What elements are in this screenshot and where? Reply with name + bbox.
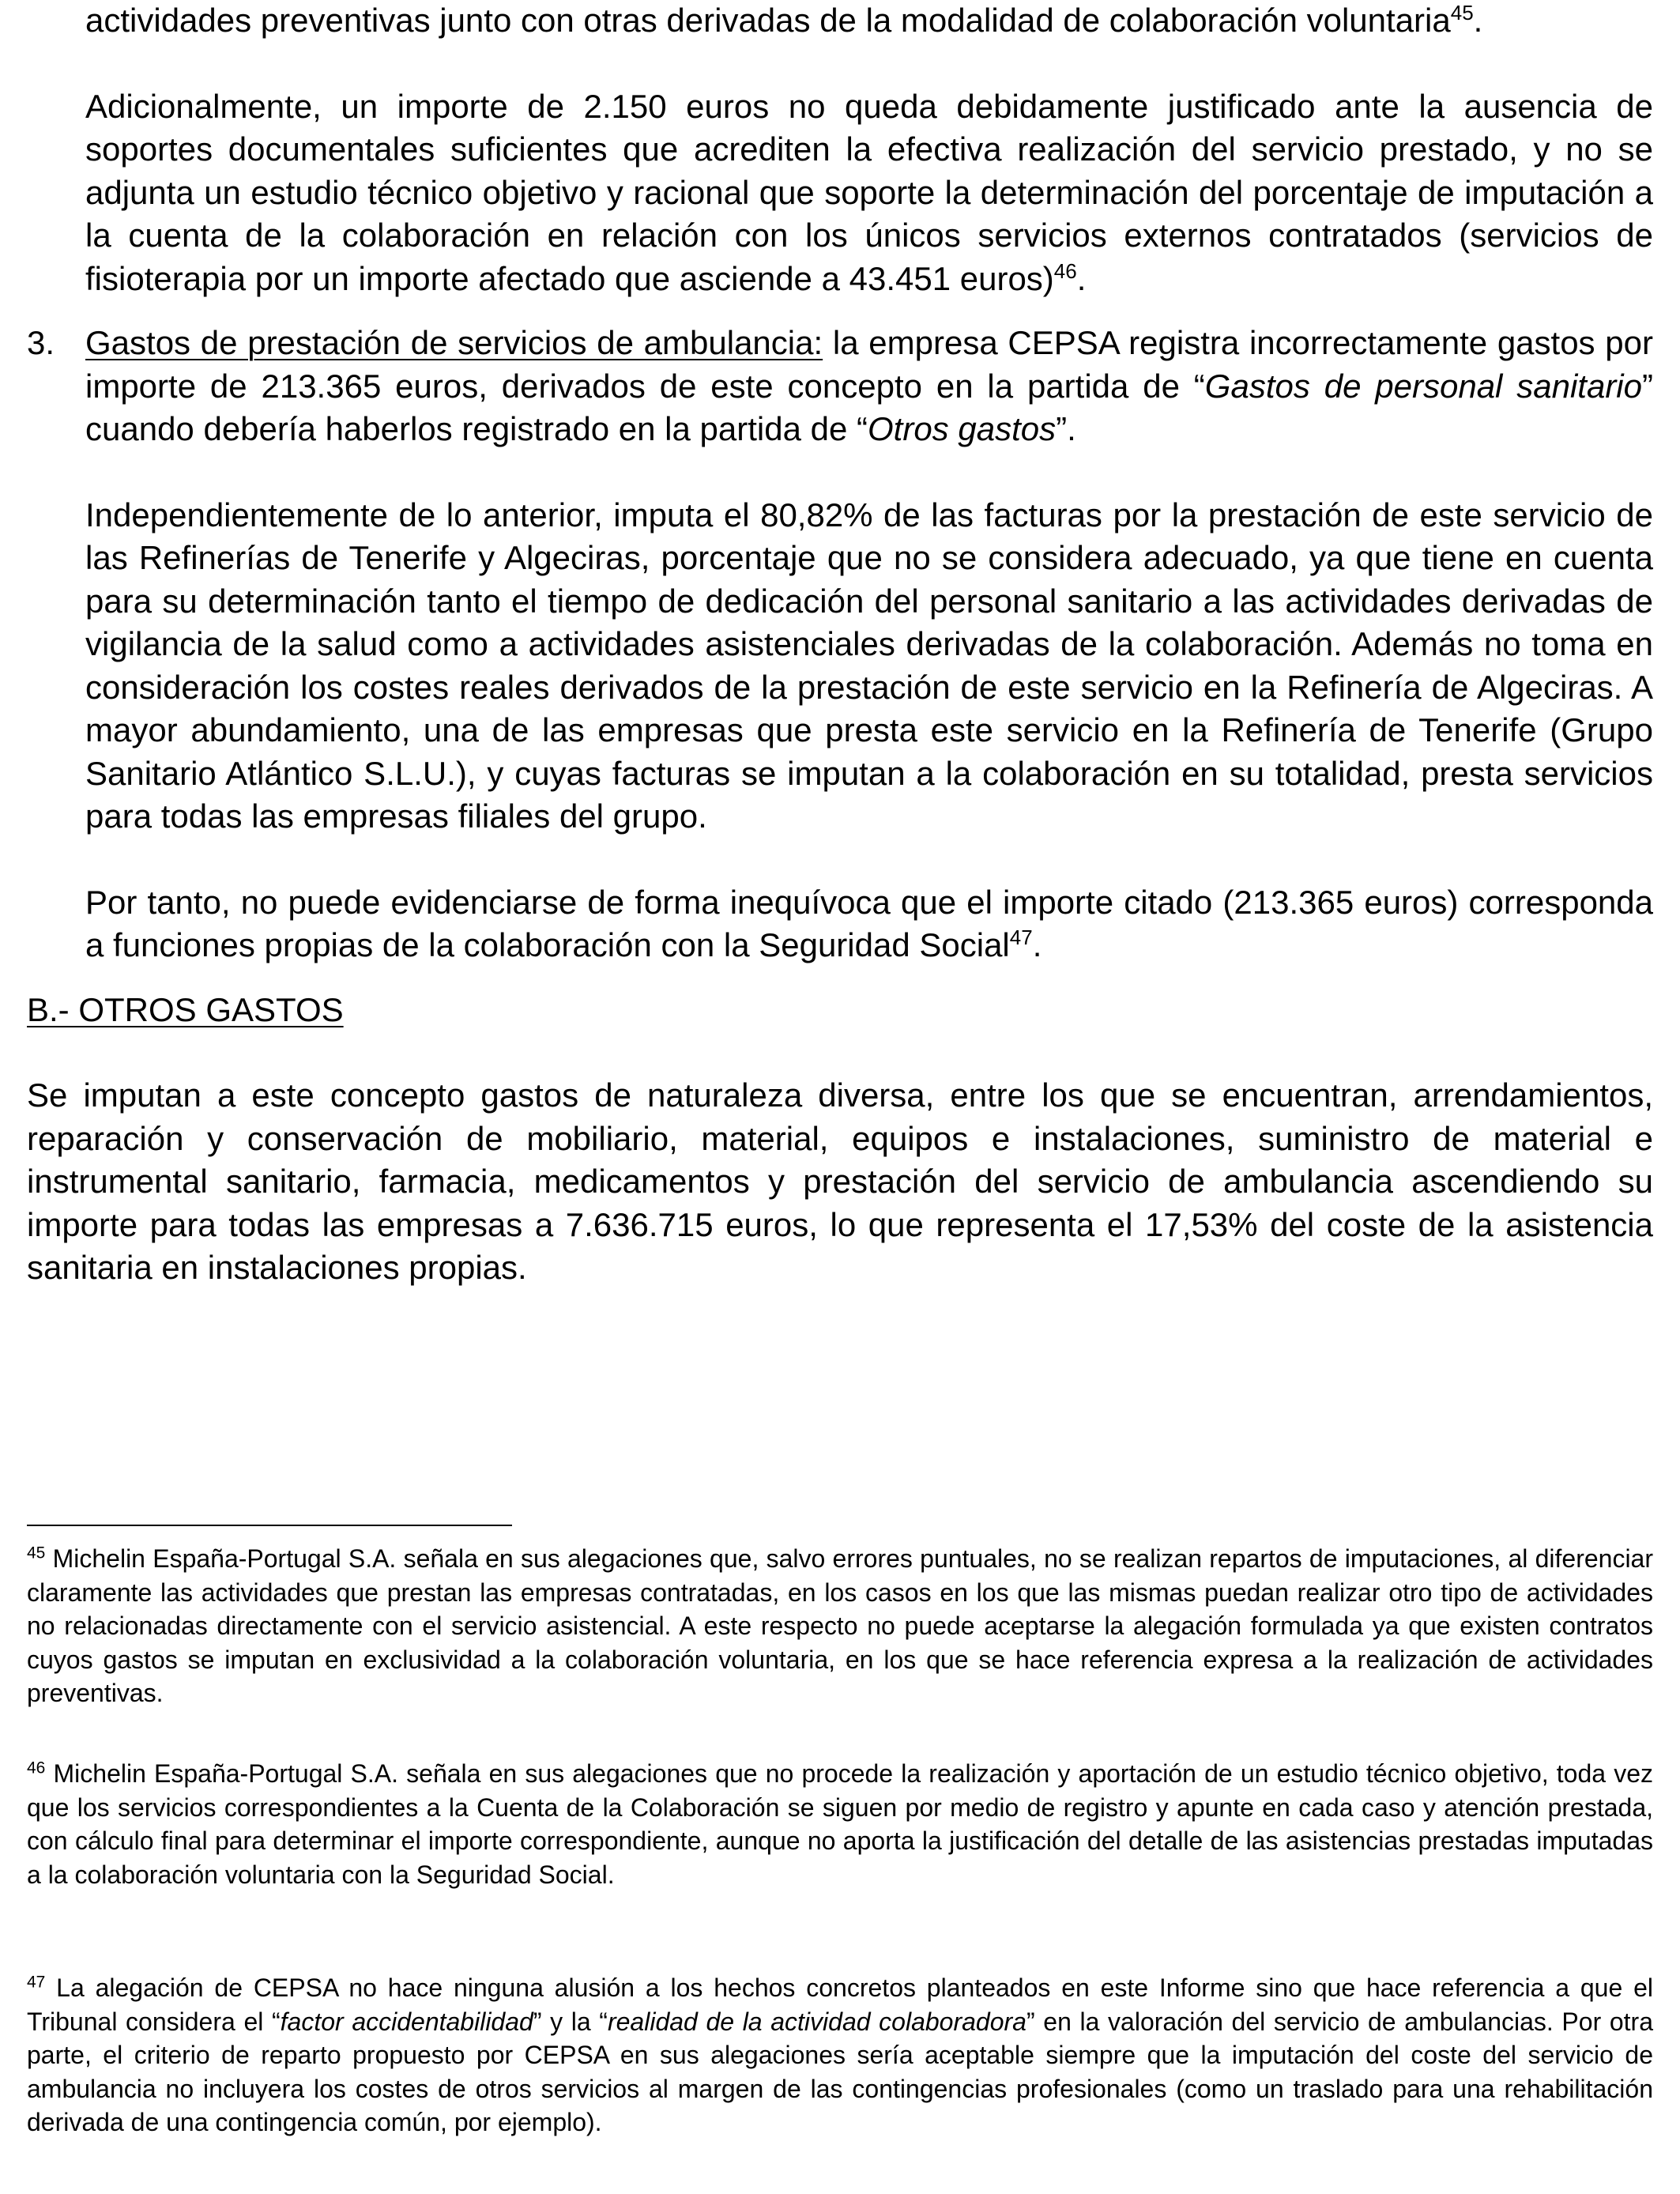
- paragraph-allocation: Independientemente de lo anterior, imputa el 80,82% de las facturas por la prestación de este servicio de las Refinerías de Tenerife y Algeciras, porcentaje que no se considera adecuado, ya que tiene en cuenta para su determinación tanto el tiempo de dedicación del personal sanitario a las actividades derivadas de vigilancia de la salud como a actividades asistenciales derivadas de la colaboración. Además no toma en consideración los costes reales derivados de la prestación de este servicio en la Refinería de Algeciras. A mayor abundamiento, una de las empresas que presta este servicio en la Refinería de Tenerife (Grupo Sanitario Atlántico S.L.U.), y cuyas facturas se imputan a la colaboración en su totalidad, presta servicios para todas las empresas filiales del grupo.: [85, 496, 1653, 835]
- list-item-3: [27, 322, 1653, 451]
- footnote-ref-46[interactable]: 46: [1053, 258, 1077, 283]
- footnote-separator: [27, 1525, 512, 1526]
- footnote-45: $^{45}$ Michelin España-Portugal S.A. señala en sus alegaciones que, salvo errores puntuales, no se realizan repartos de imputaciones, al diferenciar claramente las actividades que prestan las empresas contratadas, en los casos en los que las mismas puedan realizar otro tipo de actividades no relacionadas directamente con el servicio asistencial. A este respecto no puede aceptarse la alegación formulada ya que existen contratos cuyos gastos se imputan en exclusividad a la colaboración voluntaria, en los que se hace referencia expresa a la realización de actividades preventivas.: [27, 1544, 1653, 1707]
- footnote-47: $^{47}$ La alegación de CEPSA no hace ninguna alusión a los hechos concretos planteados en este Informe sino que hace referencia a que el Tribunal considera el “factor accidentabilidad” y la “realidad de la actividad colaboradora” en la valoración del servicio de ambulancias. Por otra parte, el criterio de reparto propuesto por CEPSA en sus alegaciones sería aceptable siempre que la imputación del coste del servicio de ambulancia no incluyera los costes de otros servicios al margen de las contingencias profesionales (como un traslado para una rehabilitación derivada de una contingencia común, por ejemplo).: [27, 1973, 1654, 2136]
- footnote-46: $^{46}$ Michelin España-Portugal S.A. señala en sus alegaciones que no procede la realización y aportación de un estudio técnico objetivo, toda vez que los servicios correspondientes a la Cuenta de la Colaboración se siguen por medio de registro y apunte en cada caso y atención prestada, con cálculo final para determinar el importe correspondiente, aunque no aporta la justificación del detalle de las asistencias prestadas imputadas a la colaboración voluntaria con la Seguridad Social.: [27, 1759, 1653, 1889]
- footnote-ref-45[interactable]: 45: [1450, 1, 1474, 25]
- item-title: Gastos de prestación de servicios de ambulancia:: [85, 324, 823, 361]
- paragraph-continuation: actividades preventivas junto con otras derivadas de la modalidad de colaboración voluntaria$^{45}$.: [85, 1, 1483, 39]
- paragraph-conclusion: Por tanto, no puede evidenciarse de forma inequívoca que el importe citado (213.365 euros) corresponda a funciones propias de la colaboración con la Seguridad Social$^{47}$.: [85, 883, 1653, 963]
- paragraph-unjustified-amount: Adicionalmente, un importe de 2.150 euros no queda debidamente justificado ante la ausencia de soportes documentales suficientes que acrediten la efectiva realización del servicio prestado, y no se adjunta un estudio técnico objetivo y racional que soporte la determinación del porcentaje de imputación a la cuenta de la colaboración en relación con los únicos servicios externos contratados (servicios de fisioterapia por un importe afectado que asciende a 43.451 euros)$^{46}$.: [85, 87, 1653, 297]
- list-number: 3.: [27, 324, 55, 361]
- section-heading: B.- OTROS GASTOS: [27, 990, 344, 1028]
- paragraph-other-expenses: Se imputan a este concepto gastos de naturaleza diversa, entre los que se encuentran, arrendamientos, reparación y conservación de mobiliario, material, equipos e instalaciones, suministro de material e instrumental sanitario, farmacia, medicamentos y prestación del servicio de ambulancia ascendiendo su importe para todas las empresas a 7.636.715 euros, lo que representa el 17,53% del coste de la asistencia sanitaria en instalaciones propias.: [27, 1076, 1653, 1286]
- main-text: [27, 0, 1653, 1290]
- paragraph-ambulance-services: Gastos de prestación de servicios de ambulancia: la empresa CEPSA registra incorrectamente gastos por importe de 213.365 euros, derivados de este concepto en la partida de “Gastos de personal sanitario” cuando debería haberlos registrado en la partida de “Otros gastos”.: [85, 324, 1653, 447]
- footnote-ref-47[interactable]: 47: [1009, 925, 1033, 949]
